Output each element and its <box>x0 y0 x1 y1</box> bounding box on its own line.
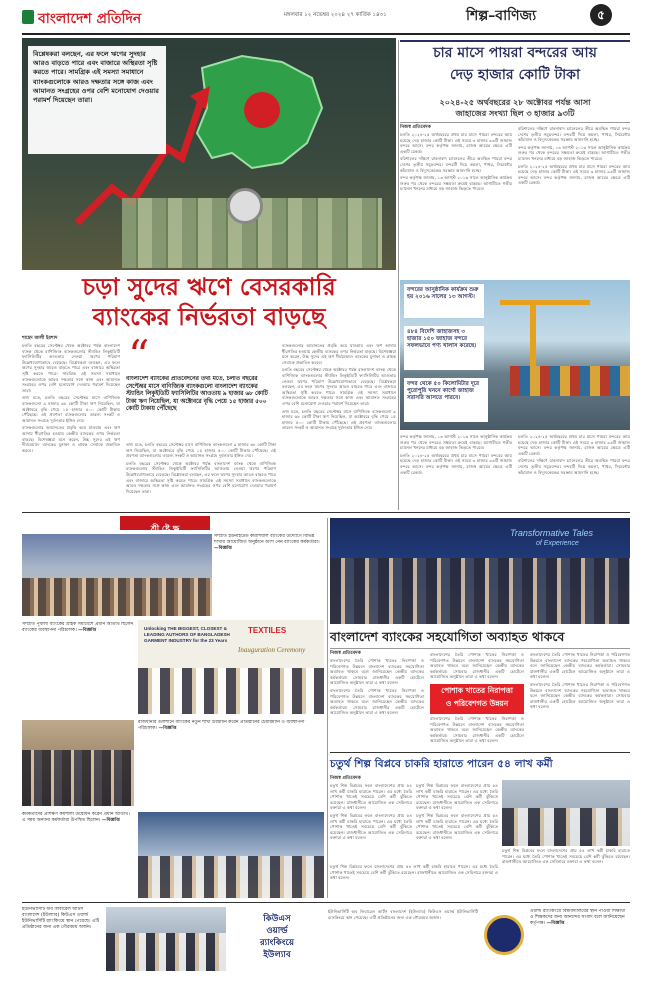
ulab-group-graphic <box>106 933 226 971</box>
bb-body-col4: বাংলাদেশের তৈরি পোশাক খাতের নিরাপত্তা ও পরিবেশগত উন্নয়নে বাংলাদেশ ব্যাংকের সহযোগিতা অব্যাহত থাকবে বলে জানিয়েছেন কেন্দ্রীয় ব্যাংকের কর্মকর্তারা। সোমবার রাজধানীর একটি হোটেলে আয়োজিত অনুষ্ঠানে তারা এ কথা বলেন। বাংলাদেশের তৈরি পোশাক খাতের নিরাপত্তা ও পরিবেশগত উন্নয়নে বাংলাদেশ ব্যাংকের সহযোগিতা অব্যাহত থাকবে বলে জানিয়েছেন কেন্দ্রীয় ব্যাংকের কর্মকর্তারা। সোমবার রাজধানীর একটি হোটেলে আয়োজিত অনুষ্ঠানে তারা এ কথা বলেন। <box>530 652 630 710</box>
university-crest-icon <box>484 915 524 955</box>
panel-graphic <box>502 808 630 846</box>
logo-icon <box>22 10 34 24</box>
bb-body-col2: বাংলাদেশের তৈরি পোশাক খাতের নিরাপত্তা ও পরিবেশগত উন্নয়নে বাংলাদেশ ব্যাংকের সহযোগিতা অব্যাহত থাকবে বলে জানিয়েছেন কেন্দ্রীয় ব্যাংকের কর্মকর্তারা। সোমবার রাজধানীর একটি হোটেলে আয়োজিত অনুষ্ঠানে তারা এ কথা বলেন। <box>430 652 524 680</box>
port-box1: বন্দরের আনুষ্ঠানিক কার্যক্রম শুরু হয় ২০১৬ সালের ১৩ আগস্ট। <box>404 284 484 318</box>
jobs-headline: চতুর্থ শিল্প বিপ্লবে চাকরি হারাতে পারেন ৫৪ লাখ কর্মী <box>330 758 553 770</box>
ulab-left-caption: ইউনিভার্সিটি অব লিবারেল আর্টস বাংলাদেশ (ইউল্যাব) কিউএস ওয়ার্ল্ড ইউনিভার্সিটি র‌্যাংকিংয়ে স্থান পেয়েছে। এটি প্রতিষ্ঠানের জন্য এক গৌরবময় অর্জন। <box>22 907 100 930</box>
port-box3: বন্দর থেকে ৫০ কিলোমিটার দূরে পুরোপুরি খননে কার্গো জাহাজ সরাসরি আসতে পারবে। <box>404 378 488 422</box>
crane-graphic <box>530 300 536 370</box>
event-banner-text: Transformative Tales <box>510 528 594 538</box>
crane-arm-graphic <box>500 300 590 305</box>
bb-byline: নিজস্ব প্রতিবেদক <box>330 651 361 656</box>
port-body-col3: বন্দর কর্তৃপক্ষ জানায়, ১৩ আগস্ট ২০১৬ সালে আনুষ্ঠানিক কার্যক্রম শুরুর পর থেকে বন্দরের সক্ষমতা ক্রমেই বাড়ছে। আগামীতে গভীর চ্যানেল খননের মাধ্যমে বড় জাহাজ ভিড়তে পারবে। চলতি ২০২৪-২৫ অর্থবছরের প্রথম চার মাসে পায়রা বন্দরের আয় হয়েছে দেড় হাজার কোটি টাকা। এই সময়ে ৩ হাজার ৯৩টি জাহাজ বন্দরে আসে। বন্দর কর্তৃপক্ষ জানায়, রাজস্ব আয়ের ক্ষেত্রে এটি একটি রেকর্ড। <box>400 434 512 475</box>
bb-body-col1: বাংলাদেশের তৈরি পোশাক খাতের নিরাপত্তা ও পরিবেশগত উন্নয়নে বাংলাদেশ ব্যাংকের সহযোগিতা অব্যাহত থাকবে বলে জানিয়েছেন কেন্দ্রীয় ব্যাংকের কর্মকর্তারা। সোমবার রাজধানীর একটি হোটেলে আয়োজিত অনুষ্ঠানে তারা এ কথা বলেন। বাংলাদেশের তৈরি পোশাক খাতের নিরাপত্তা ও পরিবেশগত উন্নয়নে বাংলাদেশ ব্যাংকের সহযোগিতা অব্যাহত থাকবে বলে জানিয়েছেন কেন্দ্রীয় ব্যাংকের কর্মকর্তারা। সোমবার রাজধানীর একটি হোটেলে আয়োজিত অনুষ্ঠানে তারা এ কথা বলেন। <box>330 658 424 716</box>
logo-text: বাংলাদেশ প্রতিদিন <box>38 11 142 27</box>
ulab-body: ইউনিভার্সিটি অব লিবারেল আর্টস বাংলাদেশ (ইউল্যাব) কিউএস ওয়ার্ল্ড ইউনিভার্সিটি র‌্যাংকিংয়ে স্থান পেয়েছে। এটি প্রতিষ্ঠানের জন্য এক গৌরবময় অর্জন। <box>328 909 478 920</box>
port-body-col1: চলতি ২০২৪-২৫ অর্থবছরের প্রথম চার মাসে পায়রা বন্দরের আয় হয়েছে দেড় হাজার কোটি টাকা। এই সময়ে ৩ হাজার ৯৩টি জাহাজ বন্দরে আসে। বন্দর কর্তৃপক্ষ জানায়, রাজস্ব আয়ের ক্ষেত্রে এটি একটি রেকর্ড। বরিশালের দক্ষিণে রাবনাবাদ চ্যানেলের তীরে অবস্থিত পায়রা বন্দর দেশের তৃতীয় সমুদ্রবন্দর। বন্দরটি দিয়ে কয়লা, পাথর, সিমেন্টের কাঁচামাল ও বিদ্যুৎকেন্দ্রের সরঞ্জাম আমদানি হচ্ছে। বন্দর কর্তৃপক্ষ জানায়, ১৩ আগস্ট ২০১৬ সালে আনুষ্ঠানিক কার্যক্রম শুরুর পর থেকে বন্দরের সক্ষমতা ক্রমেই বাড়ছে। আগামীতে গভীর চ্যানেল খননের মাধ্যমে বড় জাহাজ ভিড়তে পারবে। <box>400 132 512 192</box>
qs-ranking-title: কিউএস ওয়ার্ল্ড র‌্যাংকিংয়ে ইউল্যাব <box>259 914 295 960</box>
sidebar-item4-text: রাজধানীর গুলশানে ব্যাংকের নতুন শাখা উদ্বোধন করেন প্রতিষ্ঠানের চেয়ারম্যান ও ব্যবস্থাপনা পরিচালক। —বিজ্ঞপ্তি <box>138 720 305 731</box>
ribbon-people-graphic <box>138 668 324 714</box>
textile-banner: Unlocking THE BIGGEST, CLOSEST & LEADING AUTHORS OF BANGLADESH GARMENT INDUSTRY for the 23 Years <box>144 626 230 643</box>
jobs-seminar-photo <box>502 780 630 846</box>
container-ship-graphic <box>510 366 630 396</box>
sidebar-tab: শ্রী ষ্টে ক্ষ <box>120 516 210 530</box>
event-banner-sub: of Experience <box>536 540 579 547</box>
bb-headline: বাংলাদেশ ব্যাংকের সহযোগিতা অব্যাহত থাকবে <box>330 629 565 644</box>
section-divider <box>22 512 630 513</box>
top-story-pullquote: বাংলাদেশ ব্যাংকের প্রতিবেদনের তথ্য মতে, চলতি বছরের সেপ্টেম্বর মাসে বাণিজ্যিক ব্যাংকগুলো বাংলাদেশ ব্যাংকের স্ট্যান্ডিং লিকুইডিটি ফ্যাসিলিটির আওতায় ৯ হাজার ৬৮ কোটি টাকা ঋণ নিয়েছিল, যা অক্টোবরে বৃদ্ধি পেয়ে ১৫ হাজার ৫০০ কোটি টাকায় পৌঁছেছে <box>126 376 268 413</box>
bb-highlight-box: পোশাক খাতের নিরাপত্তা ও পরিবেশগত উন্নয়ন <box>430 684 524 714</box>
inauguration-label: Inauguration Ceremony <box>238 646 306 654</box>
bb-event-photo <box>330 518 630 624</box>
port-photo <box>400 280 630 430</box>
sidebar-photo2 <box>138 620 324 714</box>
top-story-byline: শাহেদ আলী ইরশাদ <box>22 336 58 341</box>
top-story-body-col3: ব্যাংকগুলোর আমানতের প্রবৃদ্ধি কমে যাওয়ায় এবং ঋণ আদায় ধীরগতির হওয়ায় কেন্দ্রীয় ব্যাংকের ওপর নির্ভরতা বাড়ছে। বিশেষজ্ঞরা মনে করেন, উচ্চ সুদের এই ঋণ দীর্ঘমেয়াদে ব্যাংকের মুনাফা ও গ্রাহক সেবাকে প্রভাবিত করবে। চলতি বছরের সেপ্টেম্বর থেকে অক্টোবর পর্যন্ত বাংলাদেশ ব্যাংক থেকে বাণিজ্যিক ব্যাংকগুলোর স্ট্যান্ডিং লিকুইডিটি ফ্যাসিলিটির আওতায় নেওয়া ঋণের পরিমাণ উল্লেখযোগ্যভাবে বেড়েছে। বিশ্লেষকরা বলছেন, এর ফলে ঋণের সুদহার আরও বাড়তে পারে এবং বাজারে অস্থিরতা সৃষ্টি করতে পারে। সামগ্রিক এই সমস্যা সমাধানে ব্যাংকগুলোকে আরও দক্ষতার সঙ্গে কাজ এবং আমানত সংগ্রহের ওপর বেশি মনোযোগ দেওয়ার পরামর্শ দিয়েছেন তারা। তথ্য মতে, চলতি বছরের সেপ্টেম্বর মাসে বাণিজ্যিক ব্যাংকগুলো ৯ হাজার ৬৮ কোটি টাকা ঋণ নিয়েছিল, যা অক্টোবরে বৃদ্ধি পেয়ে ১৫ হাজার ৫০০ কোটি টাকায় পৌঁছেছে। এই প্রবণতা ব্যাংকগুলোর তারল্য সংকট ও আমানত সংগ্রহে দুর্বলতার ইঙ্গিত দেয়। <box>282 343 396 431</box>
top-story-callout: বিশ্লেষকরা বলছেন, এর ফলে ঋণের সুদহার আরও বাড়তে পারে এবং বাজারে অস্থিরতা সৃষ্টি করতে পারে। সামগ্রিক এই সমস্যা সমাধানে ব্যাংকগুলোকে আরও দক্ষতার সঙ্গে কাজ এবং আমানত সংগ্রহের ওপর বেশি মনোযোগ দেওয়ার পরামর্শ দিয়েছেন তারা। <box>28 46 166 154</box>
group-photo-graphic <box>22 750 134 806</box>
quote-mark-icon: “ <box>128 331 150 380</box>
port-story-headline-box <box>400 40 630 94</box>
jobs-body-col1: চতুর্থ শিল্প বিপ্লবের ফলে বাংলাদেশের প্রায় ৫৪ লাখ কর্মী চাকরি হারাতে পারেন। এর মধ্যে তৈরি পোশাক খাতেই সবচেয়ে বেশি কর্মী ঝুঁকিতে রয়েছেন। রাজধানীতে আয়োজিত এক সেমিনারে বক্তারা এ কথা বলেন। চতুর্থ শিল্প বিপ্লবের ফলে বাংলাদেশের প্রায় ৫৪ লাখ কর্মী চাকরি হারাতে পারেন। এর মধ্যে তৈরি পোশাক খাতেই সবচেয়ে বেশি কর্মী ঝুঁকিতে রয়েছেন। রাজধানীতে আয়োজিত এক সেমিনারে বক্তারা এ কথা বলেন। <box>330 783 412 841</box>
top-story-body-col1: চলতি বছরের সেপ্টেম্বর থেকে অক্টোবর পর্যন্ত বাংলাদেশ ব্যাংক থেকে বাণিজ্যিক ব্যাংকগুলোর স্ট্যান্ডিং লিকুইডিটি ফ্যাসিলিটির আওতায় নেওয়া ঋণের পরিমাণ উল্লেখযোগ্যভাবে বেড়েছে। বিশ্লেষকরা বলছেন, এর ফলে ঋণের সুদহার আরও বাড়তে পারে এবং বাজারে অস্থিরতা সৃষ্টি করতে পারে। সামগ্রিক এই সমস্যা সমাধানে ব্যাংকগুলোকে আরও দক্ষতার সঙ্গে কাজ এবং আমানত সংগ্রহের ওপর বেশি মনোযোগ দেওয়ার পরামর্শ দিয়েছেন তারা। তথ্য মতে, চলতি বছরের সেপ্টেম্বর মাসে বাণিজ্যিক ব্যাংকগুলো ৯ হাজার ৬৮ কোটি টাকা ঋণ নিয়েছিল, যা অক্টোবরে বৃদ্ধি পেয়ে ১৫ হাজার ৫০০ কোটি টাকায় পৌঁছেছে। এই প্রবণতা ব্যাংকগুলোর তারল্য সংকট ও আমানত সংগ্রহে দুর্বলতার ইঙ্গিত দেয়। ব্যাংকগুলোর আমানতের প্রবৃদ্ধি কমে যাওয়ায় এবং ঋণ আদায় ধীরগতির হওয়ায় কেন্দ্রীয় ব্যাংকের ওপর নির্ভরতা বাড়ছে। বিশেষজ্ঞরা মনে করেন, উচ্চ সুদের এই ঋণ দীর্ঘমেয়াদে ব্যাংকের মুনাফা ও গ্রাহক সেবাকে প্রভাবিত করবে। <box>22 343 120 453</box>
headline-line1: চড়া সুদের ঋণে বেসরকারি <box>82 272 336 301</box>
jobs-body-col2: চতুর্থ শিল্প বিপ্লবের ফলে বাংলাদেশের প্রায় ৫৪ লাখ কর্মী চাকরি হারাতে পারেন। এর মধ্যে তৈরি পোশাক খাতেই সবচেয়ে বেশি কর্মী ঝুঁকিতে রয়েছেন। রাজধানীতে আয়োজিত এক সেমিনারে বক্তারা এ কথা বলেন। চতুর্থ শিল্প বিপ্লবের ফলে বাংলাদেশের প্রায় ৫৪ লাখ কর্মী চাকরি হারাতে পারেন। এর মধ্যে তৈরি পোশাক খাতেই সবচেয়ে বেশি কর্মী ঝুঁকিতে রয়েছেন। রাজধানীতে আয়োজিত এক সেমিনারে বক্তারা এ কথা বলেন। <box>416 783 498 841</box>
top-story-photo <box>22 38 396 270</box>
sidebar-photo1 <box>22 534 212 616</box>
jobs-body-col4: চতুর্থ শিল্প বিপ্লবের ফলে বাংলাদেশের প্রায় ৫৪ লাখ কর্মী চাকরি হারাতে পারেন। এর মধ্যে তৈরি পোশাক খাতেই সবচেয়ে বেশি কর্মী ঝুঁকিতে রয়েছেন। রাজধানীতে আয়োজিত এক সেমিনারে বক্তারা এ কথা বলেন। <box>330 864 498 881</box>
top-story-body-col2: তথ্য মতে, চলতি বছরের সেপ্টেম্বর মাসে বাণিজ্যিক ব্যাংকগুলো ৯ হাজার ৬৮ কোটি টাকা ঋণ নিয়েছিল, যা অক্টোবরে বৃদ্ধি পেয়ে ১৫ হাজার ৫০০ কোটি টাকায় পৌঁছেছে। এই প্রবণতা ব্যাংকগুলোর তারল্য সংকট ও আমানত সংগ্রহে দুর্বলতার ইঙ্গিত দেয়। চলতি বছরের সেপ্টেম্বর থেকে অক্টোবর পর্যন্ত বাংলাদেশ ব্যাংক থেকে বাণিজ্যিক ব্যাংকগুলোর স্ট্যান্ডিং লিকুইডিটি ফ্যাসিলিটির আওতায় নেওয়া ঋণের পরিমাণ উল্লেখযোগ্যভাবে বেড়েছে। বিশ্লেষকরা বলছেন, এর ফলে ঋণের সুদহার আরও বাড়তে পারে এবং বাজারে অস্থিরতা সৃষ্টি করতে পারে। সামগ্রিক এই সমস্যা সমাধানে ব্যাংকগুলোকে আরও দক্ষতার সঙ্গে কাজ এবং আমানত সংগ্রহের ওপর বেশি মনোযোগ দেওয়ার পরামর্শ দিয়েছেন তারা। <box>126 442 276 494</box>
seminar-graphic <box>138 856 324 898</box>
page-number-badge <box>590 4 612 26</box>
headline-line2: ব্যাংকের নির্ভরতা বাড়ছে <box>92 302 326 331</box>
ulab-photo <box>106 907 226 971</box>
bottom-ad <box>22 902 630 974</box>
masthead-rule <box>22 33 630 35</box>
col-separator-top <box>398 40 399 510</box>
jobs-body-col3: চতুর্থ শিল্প বিপ্লবের ফলে বাংলাদেশের প্রায় ৫৪ লাখ কর্মী চাকরি হারাতে পারেন। এর মধ্যে তৈরি পোশাক খাতেই সবচেয়ে বেশি কর্মী ঝুঁকিতে রয়েছেন। রাজধানীতে আয়োজিত এক সেমিনারে বক্তারা এ কথা বলেন। <box>502 848 630 865</box>
port-body-col4: চলতি ২০২৪-২৫ অর্থবছরের প্রথম চার মাসে পায়রা বন্দরের আয় হয়েছে দেড় হাজার কোটি টাকা। এই সময়ে ৩ হাজার ৯৩টি জাহাজ বন্দরে আসে। বন্দর কর্তৃপক্ষ জানায়, রাজস্ব আয়ের ক্ষেত্রে এটি একটি রেকর্ড। বরিশালের দক্ষিণে রাবনাবাদ চ্যানেলের তীরে অবস্থিত পায়রা বন্দর দেশের তৃতীয় সমুদ্রবন্দর। বন্দরটি দিয়ে কয়লা, পাথর, সিমেন্টের কাঁচামাল ও বিদ্যুৎকেন্দ্রের সরঞ্জাম আমদানি হচ্ছে। <box>518 434 630 475</box>
top-story-headline <box>22 272 396 334</box>
sidebar-photo4 <box>138 812 324 898</box>
logo <box>22 6 152 28</box>
page-number: ৫ <box>597 8 605 22</box>
sidebar-item1-text: সম্প্রতি ইউনাইটেড কমার্শিয়াল ব্যাংকের উদ্যোগে বিভিন্ন শাখায় আয়োজিত অনুষ্ঠানে অংশ নেন ব্যাংকের কর্মকর্তারা। —বিজ্ঞপ্তি <box>214 534 320 551</box>
jobs-top-rule <box>330 752 630 753</box>
port-subhead: ২০২৪-২৫ অর্থবছরের ২৮ অক্টোবর পর্যন্ত আসা জাহাজের সংখ্যা ছিল ৩ হাজার ৯৩টি <box>439 97 591 118</box>
masthead <box>0 0 650 34</box>
jobs-byline: নিজস্ব প্রতিবেদক <box>330 776 361 781</box>
audience-graphic <box>22 578 212 616</box>
port-headline-line2: দেড় হাজার কোটি টাকা <box>449 67 581 83</box>
bb-body-col3: বাংলাদেশের তৈরি পোশাক খাতের নিরাপত্তা ও পরিবেশগত উন্নয়নে বাংলাদেশ ব্যাংকের সহযোগিতা অব্যাহত থাকবে বলে জানিয়েছেন কেন্দ্রীয় ব্যাংকের কর্মকর্তারা। সোমবার রাজধানীর একটি হোটেলে আয়োজিত অনুষ্ঠানে তারা এ কথা বলেন। <box>430 716 524 744</box>
port-box2: ৪৮৪ বিদেশি জাহাজসহ ৩ হাজার ১৫০ জাহাজ বন্দরে সফলভাবে পণ্য খালাস করেছে। <box>404 326 484 370</box>
port-byline: নিজস্ব প্রতিবেদক <box>400 125 431 130</box>
stopwatch-icon <box>227 188 263 224</box>
section-title: শিল্প–বাণিজ্য <box>466 8 537 24</box>
date-line: মঙ্গলবার ১২ নভেম্বর ২০২৪ ২৭ কার্তিক ১৪৩১ <box>284 12 387 18</box>
sidebar-photo3 <box>22 720 134 806</box>
port-body-col2: বরিশালের দক্ষিণে রাবনাবাদ চ্যানেলের তীরে অবস্থিত পায়রা বন্দর দেশের তৃতীয় সমুদ্রবন্দর। বন্দরটি দিয়ে কয়লা, পাথর, সিমেন্টের কাঁচামাল ও বিদ্যুৎকেন্দ্রের সরঞ্জাম আমদানি হচ্ছে। বন্দর কর্তৃপক্ষ জানায়, ১৩ আগস্ট ২০১৬ সালে আনুষ্ঠানিক কার্যক্রম শুরুর পর থেকে বন্দরের সক্ষমতা ক্রমেই বাড়ছে। আগামীতে গভীর চ্যানেল খননের মাধ্যমে বড় জাহাজ ভিড়তে পারবে। চলতি ২০২৪-২৫ অর্থবছরের প্রথম চার মাসে পায়রা বন্দরের আয় হয়েছে দেড় হাজার কোটি টাকা। এই সময়ে ৩ হাজার ৯৩টি জাহাজ বন্দরে আসে। বন্দর কর্তৃপক্ষ জানায়, রাজস্ব আয়ের ক্ষেত্রে এটি একটি রেকর্ড। <box>518 126 630 186</box>
port-subhead-rule <box>400 122 630 123</box>
col-separator-bottom <box>327 518 328 898</box>
bb-headline-rule <box>330 648 630 649</box>
port-headline-line1: চার মাসে পায়রা বন্দরের আয় <box>433 45 597 61</box>
delegates-graphic <box>330 558 630 624</box>
textile-label: TEXTILES <box>248 626 287 635</box>
ulab-right-text: ওয়ার্ল্ড র‌্যাংকিংয়ে বিশ্ববিদ্যালয়ের স্থান পাওয়া শিক্ষার্থী ও শিক্ষকদের জন্য আনন্দের সংবাদ বলে জানিয়েছেন কর্তৃপক্ষ। —বিজ্ঞপ্তি <box>530 909 626 926</box>
sidebar-item5-text: কর্মকর্তাদের প্রশিক্ষণ কর্মশালা উদ্বোধন করেন প্রধান অতিথি। এ সময় অন্যান্য কর্মকর্তারা উপস্থিত ছিলেন। —বিজ্ঞপ্তি <box>22 812 130 823</box>
sidebar-item2-text: সম্প্রতি পূবালী ব্যাংকের গ্রাহক সমাবেশে প্রধান অতিথি ছিলেন ব্যাংকের ব্যবস্থাপনা পরিচালক। —বিজ্ঞপ্তি <box>22 622 134 633</box>
